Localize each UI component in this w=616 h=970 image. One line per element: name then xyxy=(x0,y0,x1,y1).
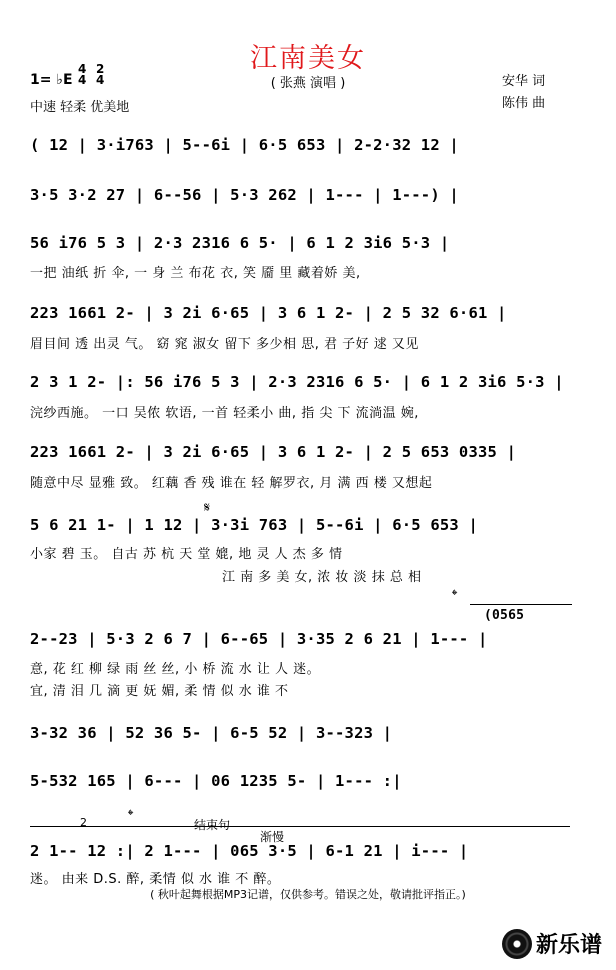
score-row-1: ( 12 | 3·i763 | 5--6i | 6·5 653 | 2-2·32 12 | xyxy=(30,136,459,154)
volta-line xyxy=(30,826,140,827)
score-row-2: 3·5 3·2 27 | 6--56 | 5·3 262 | 1--- | 1---) | xyxy=(30,186,459,204)
site-logo xyxy=(502,928,602,959)
lyricist-credit: 安华 词 xyxy=(502,74,546,89)
volta-number: 2 xyxy=(80,816,87,829)
coda-mark-1: 𝄌 xyxy=(452,586,458,604)
singer-credit: ( 张燕 演唱 ) xyxy=(270,76,346,91)
score-row-9: 3-32 36 | 52 36 5- | 6-5 52 | 3--323 | xyxy=(30,724,393,742)
key-signature: 1= ♭E xyxy=(30,72,73,88)
record-icon xyxy=(502,929,532,959)
segno-mark: 𝄋 xyxy=(204,500,211,516)
lyric-row-8: 意, 花 红 柳 绿 雨 丝 丝, 小 桥 流 水 让 人 迷。 xyxy=(30,662,321,677)
lyric-row-11: 迷。 由来 D.S. 醉, 柔情 似 水 谁 不 醉。 xyxy=(30,872,281,887)
lyric-row-7-verse-2: 江 南 多 美 女, 浓 妆 淡 抹 总 相 xyxy=(222,570,422,585)
score-row-8: 2--23 | 5·3 2 6 7 | 6--65 | 3·35 2 6 21 | 1--- | xyxy=(30,630,488,648)
footnote: ( 秋叶起舞根据MP3记谱，仅供参考。错误之处，敬请批评指正。) xyxy=(150,888,466,901)
score-row-4: 223 1661 2- | 3 2i 6·65 | 3 6 1 2- | 2 5 32 6·61 | xyxy=(30,304,507,322)
lyric-row-6: 随意中尽 显雅 致。 红藕 香 残 谁在 轻 解罗衣, 月 满 西 楼 又想起 xyxy=(30,476,433,491)
score-row-7: 5 6 21 1- | 1 12 | 3·3i 763 | 5--6i | 6·5 653 | xyxy=(30,516,478,534)
score-row-5: 2 3 1 2- |: 56 i76 5 3 | 2·3 2316 6 5· | 6 1 2 3i6 5·3 | xyxy=(30,373,564,391)
lyric-row-4: 眉目间 透 出灵 气。 窈 窕 淑女 留下 多少相 思, 君 子好 逑 又见 xyxy=(30,337,419,352)
ending-line xyxy=(140,826,570,827)
page-title: 江南美女 xyxy=(250,43,366,74)
ending-label: 结束句 xyxy=(194,818,231,832)
composer-credit: 陈伟 曲 xyxy=(502,96,546,111)
lyric-row-5: 浣纱西施。 一口 吴侬 软语, 一首 轻柔小 曲, 指 尖 下 流淌温 婉, xyxy=(30,406,419,421)
logo-text: 新乐谱 xyxy=(535,933,602,958)
ritardando-label: 渐慢 xyxy=(260,830,285,844)
time-signature-2-4: 2 4 xyxy=(96,62,105,87)
score-row-10: 5-532 165 | 6--- | 06 1235 5- | 1--- :| xyxy=(30,772,402,790)
time-signature-4-4: 4 4 xyxy=(78,62,87,87)
lyric-row-8-verse-2: 宜, 清 泪 几 滴 更 妩 媚, 柔 情 似 水 谁 不 xyxy=(30,684,289,699)
lyric-row-3: 一把 油纸 折 伞, 一 身 兰 布花 衣, 笑 靥 里 藏着娇 美, xyxy=(30,266,361,281)
score-row-11: 2 1-- 12 :| 2 1--- | 065 3·5 | 6-1 21 | i--- | xyxy=(30,842,469,860)
tempo-marking: 中速 轻柔 优美地 xyxy=(30,100,130,115)
coda-mark-2: 𝄌 xyxy=(128,806,134,824)
volta-notes: (0565 xyxy=(484,608,525,623)
score-row-6: 223 1661 2- | 3 2i 6·65 | 3 6 1 2- | 2 5 653 0335 | xyxy=(30,443,517,461)
lyric-row-7: 小家 碧 玉。 自古 苏 杭 天 堂 媲, 地 灵 人 杰 多 情 xyxy=(30,547,343,562)
volta-bracket xyxy=(470,604,572,605)
score-row-3: 56 i76 5 3 | 2·3 2316 6 5· | 6 1 2 3i6 5·3 | xyxy=(30,234,450,252)
